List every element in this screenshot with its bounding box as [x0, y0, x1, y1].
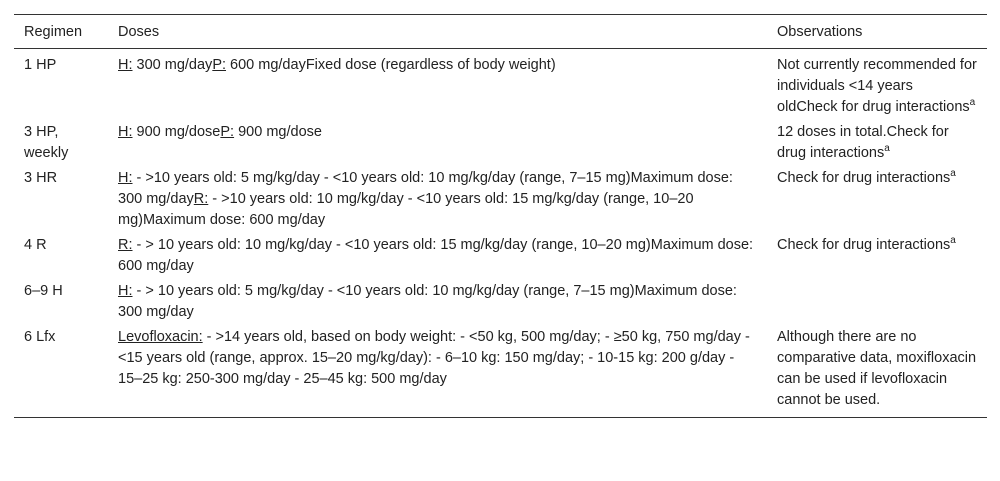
observation-text: Although there are no comparative data, moxifloxacin can be used if levofloxacin cannot be used. [777, 329, 977, 408]
regimen-table-container [14, 14, 987, 418]
dose-text: 300 mg/day [132, 57, 213, 73]
regimen-cell: 6 Lfx [24, 329, 56, 345]
table-row [14, 279, 987, 325]
doses-cell [108, 233, 767, 279]
drug-name: Levofloxacin: [118, 329, 203, 345]
observations-cell [767, 166, 987, 233]
observations-cell [767, 49, 987, 121]
dose-text: 900 mg/dose [234, 124, 322, 140]
dose-text: 600 mg/dayFixed dose (regardless of body weight) [226, 57, 556, 73]
doses-cell [108, 120, 767, 166]
drug-name: H: [118, 283, 133, 299]
dose-text: - > 10 years old: 5 mg/kg/day - <10 years old: 10 mg/kg/day (range, 7–15 mg)Maximum dose: 300 mg/day [118, 283, 737, 320]
drug-name: R: [118, 237, 133, 253]
footnote-marker: a [884, 143, 890, 155]
observation-text: Check for drug interactions [777, 237, 951, 253]
drug-name: H: [118, 57, 133, 73]
regimen-cell: 3 HP, weekly [24, 124, 69, 161]
observations-cell [767, 279, 987, 325]
dose-text: - >14 years old, based on body weight: - <50 kg, 500 mg/day; - ≥50 kg, 750 mg/day - <15 years old (range, approx. 15–20 mg/kg/day): - 6–10 kg: 150 mg/day; - 10-15 kg: 200 g/day - 15–25 kg: 250-300 mg/day - 25–45 kg: 500 mg/day [118, 329, 750, 387]
observation-text: 12 doses in total.Check for drug interactions [777, 124, 949, 161]
regimen-table [14, 14, 987, 418]
observation-text: Check for drug interactions [777, 170, 951, 186]
observations-cell [767, 233, 987, 279]
footnote-marker: a [950, 168, 956, 180]
header-doses: Doses [118, 24, 160, 40]
table-row [14, 325, 987, 418]
drug-name: P: [220, 124, 235, 140]
regimen-cell: 4 R [24, 237, 47, 253]
drug-name: H: [118, 170, 133, 186]
doses-cell [108, 279, 767, 325]
observations-cell [767, 120, 987, 166]
table-row [14, 120, 987, 166]
dose-text: - > 10 years old: 10 mg/kg/day - <10 years old: 15 mg/kg/day (range, 10–20 mg)Maximum dose: 600 mg/day [118, 237, 754, 274]
observation-text: Not currently recommended for individuals <14 years oldCheck for drug interactions [777, 57, 977, 115]
header-row [14, 15, 987, 49]
drug-name: R: [193, 191, 209, 207]
drug-name: P: [212, 57, 227, 73]
table-row [14, 233, 987, 279]
doses-cell [108, 325, 767, 418]
doses-cell [108, 49, 767, 121]
dose-text: - >10 years old: 5 mg/kg/day - <10 years old: 10 mg/kg/day (range, 7–15 mg)Maximum dose: 300 mg/day [118, 170, 733, 207]
footnote-marker: a [950, 235, 956, 247]
regimen-cell: 1 HP [24, 57, 57, 73]
header-observations: Observations [777, 24, 863, 40]
header-regimen: Regimen [24, 24, 83, 40]
footnote-marker: a [969, 97, 976, 109]
table-header [14, 15, 987, 49]
drug-name: H: [118, 124, 133, 140]
regimen-cell: 3 HR [24, 170, 58, 186]
regimen-cell: 6–9 H [24, 283, 63, 299]
table-body [14, 49, 987, 418]
table-row [14, 166, 987, 233]
dose-text: 900 mg/dose [132, 124, 221, 140]
dose-text: - >10 years old: 10 mg/kg/day - <10 years old: 15 mg/kg/day (range, 10–20 mg)Maximum dose: 600 mg/day [118, 191, 694, 228]
doses-cell [108, 166, 767, 233]
table-row [14, 49, 987, 121]
observations-cell [767, 325, 987, 418]
